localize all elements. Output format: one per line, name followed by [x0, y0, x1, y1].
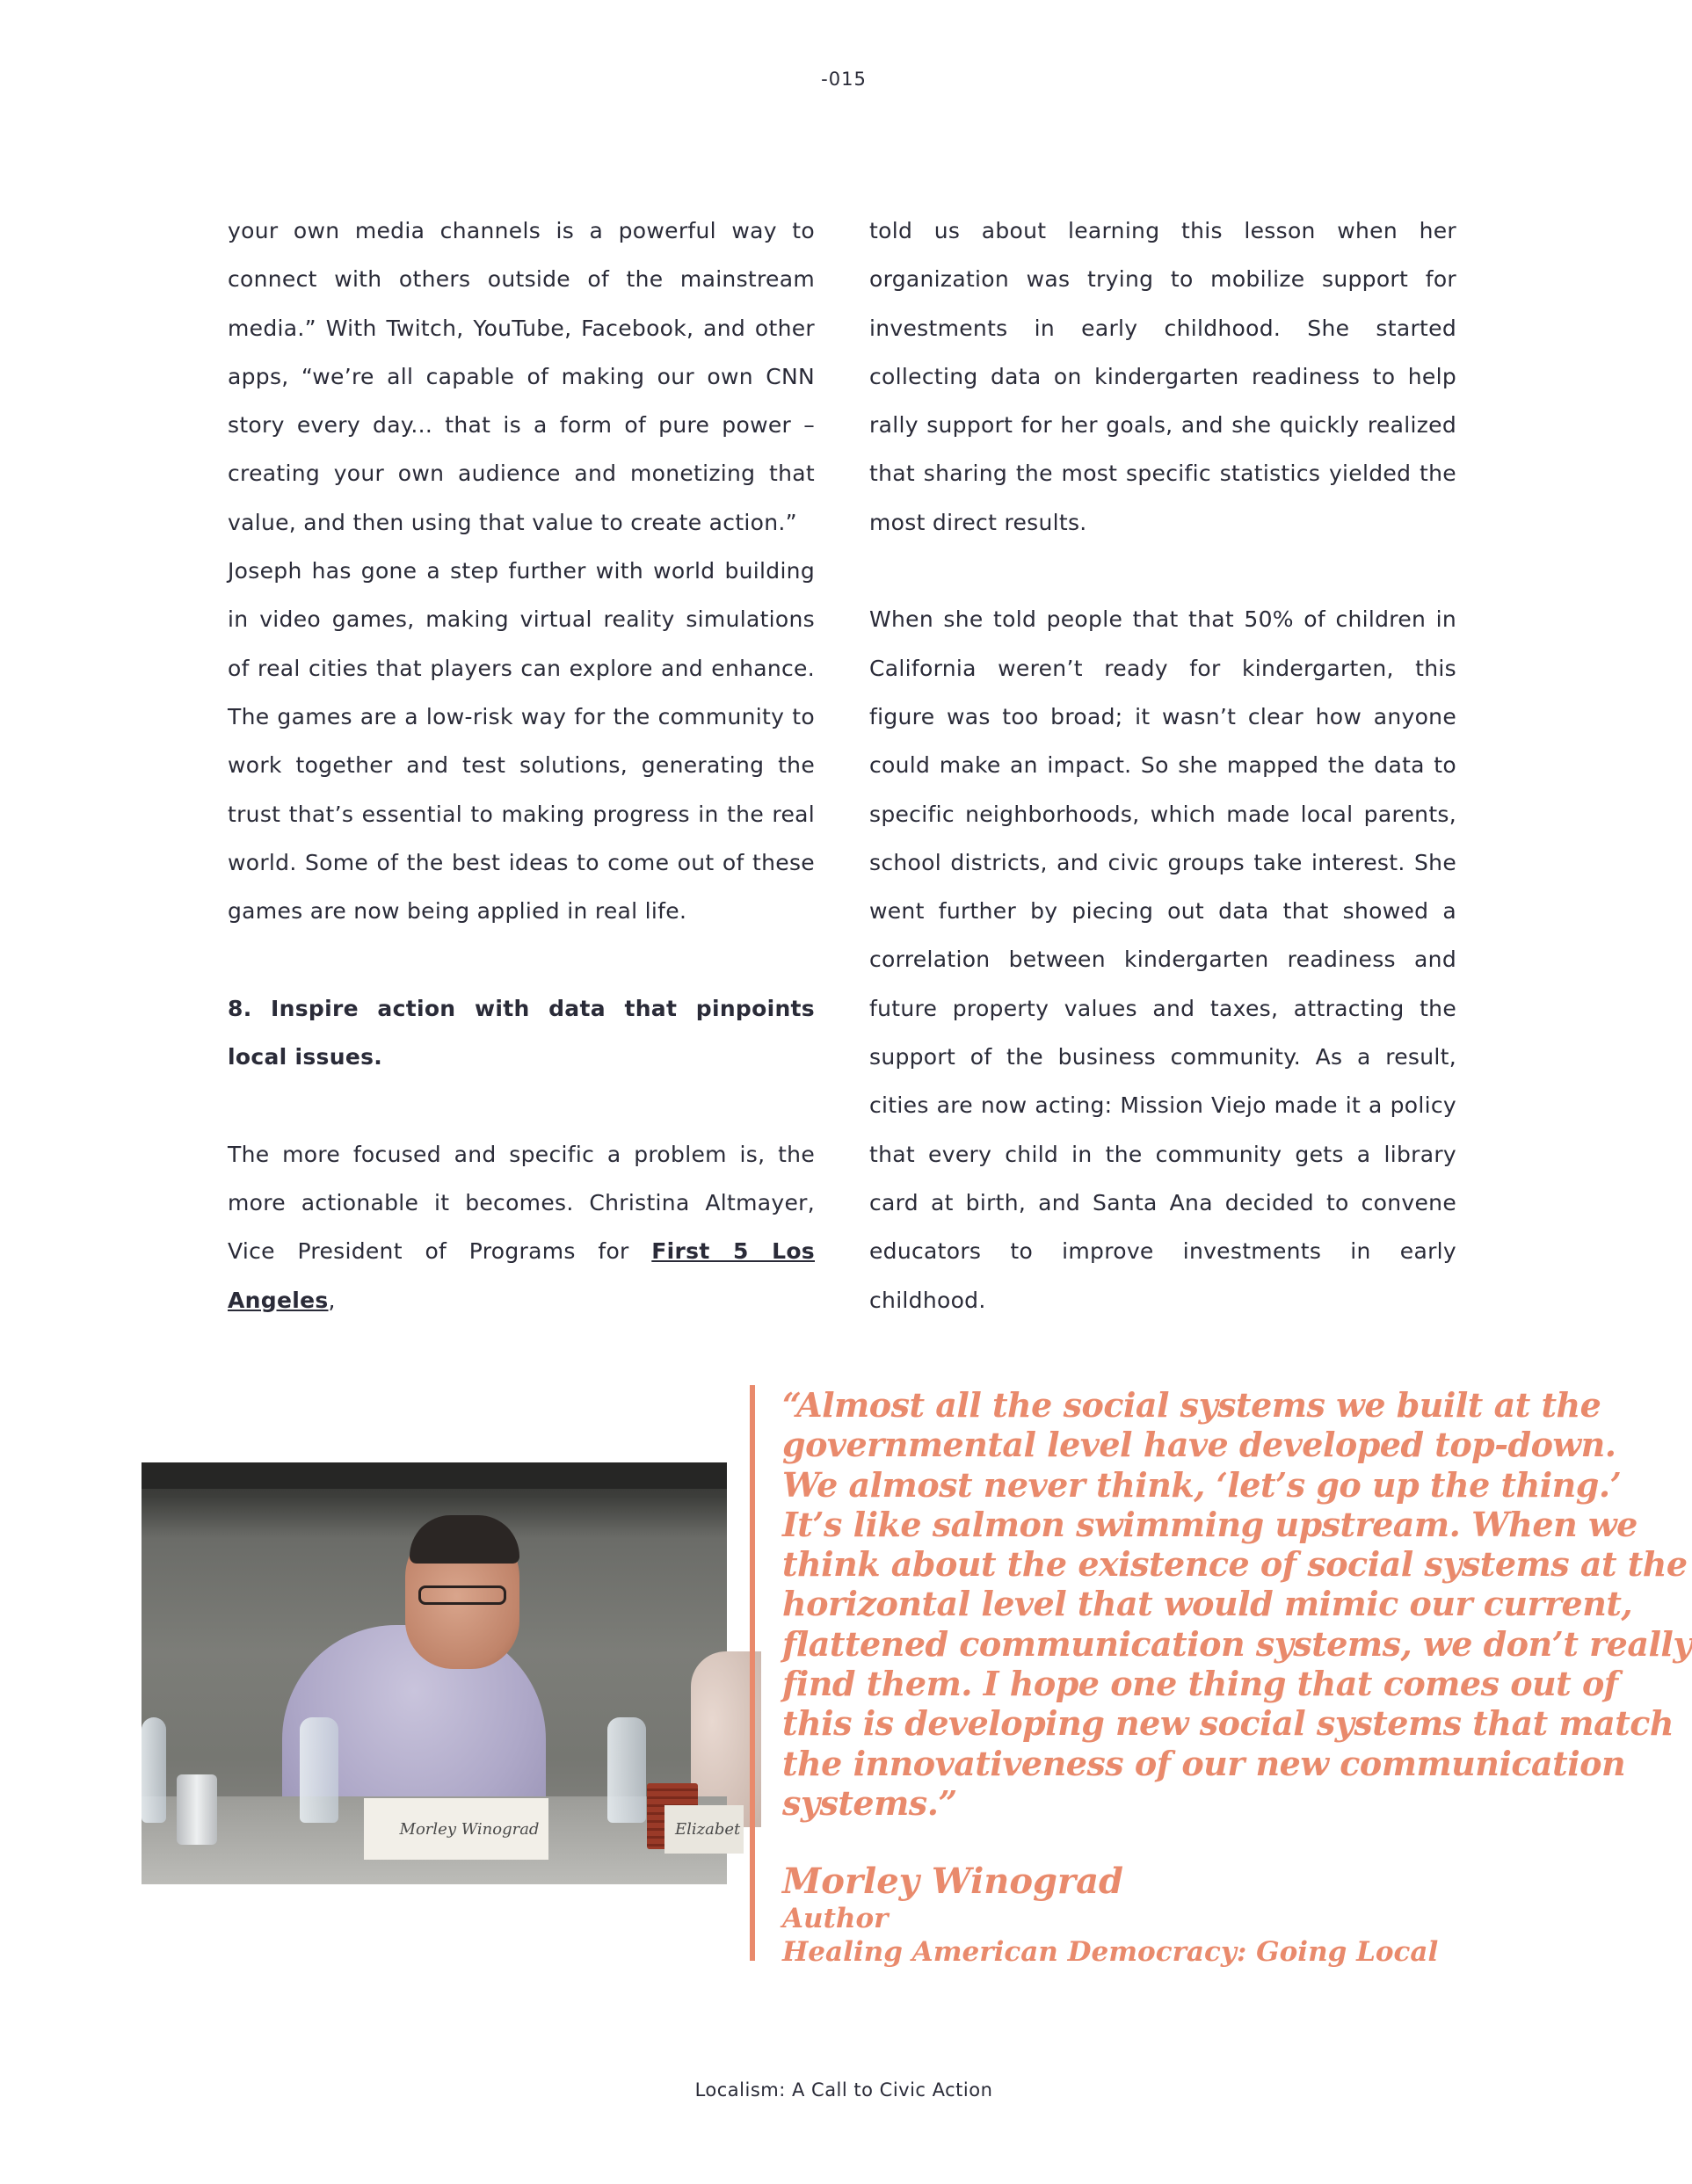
page-number: -015	[821, 69, 867, 90]
section-heading: 8. Inspire action with data that pinpoints local issues.	[228, 995, 815, 1070]
first-5-los-angeles-link[interactable]: First 5 Los Angeles	[228, 1238, 815, 1313]
quote-line: governmental level have developed top-down.	[782, 1425, 1616, 1465]
quote-line: find them. I hope one thing that comes out of	[782, 1664, 1618, 1704]
quote-accent-bar	[750, 1385, 755, 1961]
name-card: Elizabet	[664, 1805, 744, 1854]
quote-line: the innovativeness of our new communication	[782, 1743, 1626, 1783]
quote-author-book: Healing American Democracy: Going Local	[782, 1936, 1439, 1968]
quote-line: We almost never think, ‘let’s go up the thing.’	[782, 1464, 1622, 1505]
quote-line: think about the existence of social systems at the	[782, 1544, 1688, 1585]
name-card: Morley Winograd	[364, 1798, 548, 1860]
body-paragraph: When she told people that that 50% of children in California weren’t ready for kindergarten, this figure was too broad; it wasn’t clear how anyone could make an impact. So she mapped the data to specific neighborhoods, which made local parents, school districts, and civic groups take interest. She went further by piecing out data that showed a correlation between kindergarten readiness and future property values and taxes, attracting the support of the business community. As a result, cities are now acting: Mission Viejo made it a policy that every child in the community gets a library card at birth, and Santa Ana decided to convene educators to improve investments in early childhood.	[869, 606, 1456, 1313]
page-footer: Localism: A Call to Civic Action	[694, 2079, 993, 2101]
quote-line: It’s like salmon swimming upstream. When we	[782, 1504, 1638, 1544]
body-paragraph: told us about learning this lesson when her organization was trying to mobilize support for investments in early childhood. She started collecting data on kindergarten readiness to help rally support for her goals, and she quickly realized that sharing the most specific statistics yielded the most direct results.	[869, 218, 1456, 535]
body-paragraph	[228, 1130, 815, 1324]
quote-author-role: Author	[782, 1903, 889, 1934]
pull-quote	[782, 1385, 1692, 1823]
quote-line: “Almost all the social systems we built at the	[782, 1385, 1601, 1425]
right-column	[869, 207, 1456, 1324]
quote-line: flattened communication systems, we don’t really	[782, 1623, 1692, 1664]
body-paragraph: Joseph has gone a step further with world building in video games, making virtual reality simulations of real cities that players can explore and enhance. The games are a low-risk way for the community to work together and test solutions, generating the trust that’s essential to making progress in the real world. Some of the best ideas to come out of these games are now being applied in real life.	[228, 558, 815, 925]
quote-line: horizontal level that would mimic our current,	[782, 1584, 1633, 1624]
quote-line: systems.”	[782, 1782, 957, 1823]
quote-line: this is developing new social systems that match	[782, 1703, 1674, 1744]
quote-author-name: Morley Winograd	[782, 1861, 1123, 1902]
body-text: The more focused and specific a problem is, the more actionable it becomes. Christina Altmayer, Vice President of Programs for	[228, 1141, 815, 1265]
left-column	[228, 207, 815, 1324]
body-paragraph: your own media channels is a powerful way to connect with others outside of the mainstream media.” With Twitch, YouTube, Facebook, and other apps, “we’re all capable of making our own CNN story every day... that is a form of pure power – creating your own audience and monetizing that value, and then using that value to create action.”	[228, 218, 815, 535]
speaker-photo	[142, 1462, 741, 1884]
body-text: ,	[328, 1287, 336, 1313]
